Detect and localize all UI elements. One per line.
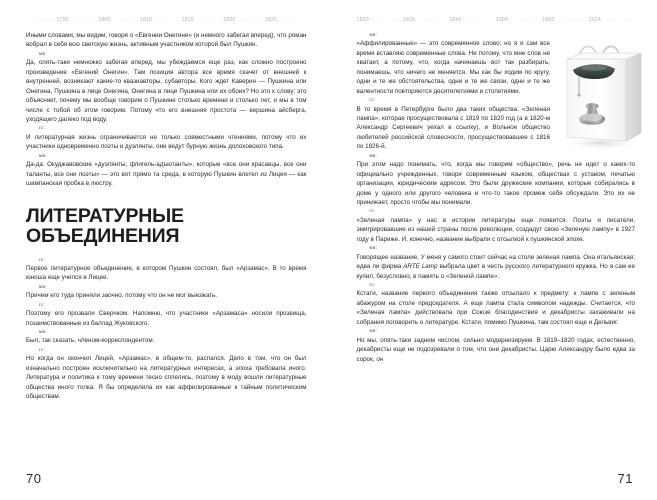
lamp-shade-highlight — [581, 65, 607, 70]
paragraph-with-italic-brand: Говорящее название. У меня у самого стоит сейчас на столе зеленая лампа. Она итальянская; едва ли фирма ARTE Lamp выбрала цвет в честь русского литературного кружка. Но я сам ее купил, безусловно, в память о «Зеленой лампе». — [356, 253, 635, 280]
page-number-left: 70 — [26, 471, 42, 486]
right-page — [329, 0, 657, 500]
speaker-label: мв: — [39, 329, 47, 335]
right-column-body — [357, 31, 636, 364]
paragraph: При этом надо понимать, что, когда мы говорим «общество», речь не идет о каких-то официально учрежденных, говоря современным языком, обществах с уставом, печатью организации, юридическим адресом. Это были дружеские компании, которые собирались в доме у одного или другого человека и что-то такое промеж себя обсуждали. Это их не принижает, просто чтобы мы понимали. — [356, 161, 635, 207]
timeline-year-1830: 1830 — [356, 17, 369, 23]
timeline-dots: .......... — [417, 17, 447, 23]
paragraph: Да-да. Окуджавовские «дуэлянты, флигель-адъютанты», которые «все они красавцы, все они таланты, все они поэты» — это вот прямо та среда, в которую Пушкин влетел из Лицея — как шампанская пробка в люстру. — [26, 161, 307, 188]
bag-side-panel — [626, 53, 641, 141]
speaker-label: мв: — [39, 152, 47, 158]
paragraph: «Зеленая лампа» у нас в истории литературы еще появится. Поэты и писатели, эмигрировавшие из нашей страны после революции, создадут свою «Зеленую лампу» в 1927 году в Париже. И, конечно, название выбрали с отсылкой к пушкинской эпохе. — [356, 216, 635, 243]
paragraph: И литературная жизнь ограничивается не только совместными чтениями, потому что их участники одновременно поэты и дуэлянты, они ведут бурную жизнь долоховского типа. — [26, 133, 307, 151]
speaker-label: гс: — [39, 125, 46, 131]
paragraph: Был, так сказать, членом-корреспондентом. — [26, 337, 155, 345]
paragraph: Поэтому его прозвали Сверчком. Напомню, что участники «Арзамаса» носили прозвища, позаимствованные из баллад Жуковского. — [26, 310, 307, 327]
timeline-dots: .......... — [152, 17, 182, 23]
timeline-year-1835: 1835 — [402, 17, 416, 23]
shopping-bag-with-green-lamp-illustration — [557, 33, 649, 155]
speaker-label: гс: — [39, 256, 46, 262]
timeline-dots: .......... — [277, 17, 307, 23]
paragraph: Но когда он окончил Лицей, «Арзамас», в общем-то, распался. Дело в том, что он был изначально построен исключительно на литературных интересах, а эпоха требовала иного. Литература и политика к тому времени тесно сплелись, поэтому в моду вошли литературные общества иного толка. Я бы определила их как аффилированные к тайным политическим обществам. — [26, 355, 307, 401]
speaker-label: мв: — [39, 50, 47, 56]
speaker-label: гс: — [369, 282, 376, 287]
speaker-label: мв: — [369, 152, 378, 158]
speaker-label: мв: — [369, 32, 378, 37]
paragraph: «Аффилированные» — это современное слово; но я и сам все время вставляю современные слова. Не потому, что мне слов не хватает, а потому, что, когда начинаешь вот так разбирать, понимаешь, что ничего не меняется. Мы как бы ходим по кругу, одни и те же обстоятельства, одни и те же связи, одни и те же валентности повторяются десятилетиями и столетиями. — [356, 40, 550, 95]
speaker-label: мв: — [369, 328, 378, 334]
lamp-base-top — [582, 114, 602, 122]
timeline-year-1805: 1805 — [98, 17, 111, 23]
timeline-dots: .......... — [110, 17, 140, 23]
timeline-dots: .......... — [194, 17, 223, 23]
paragraph: В то время в Петербурге было два таких общества: «Зеленая лампа», которая просуществовала с 1819 по 1820 год (а в 1820-м Александр Сергеевич уехал в ссылку), и Вольное общество любителей российской словесности, просуществовавшее с 1816 по 1826-й. — [356, 105, 550, 151]
left-column-body — [26, 31, 307, 402]
speaker-label: мв: — [39, 283, 47, 289]
timeline-year-2024: 2024 — [588, 17, 601, 23]
timeline-year-1799: 1799 — [56, 17, 69, 23]
timeline-year-1815: 1815 — [181, 17, 194, 23]
timeline-year-1825: 1825 — [264, 17, 278, 23]
timeline-year-1950: 1950 — [542, 17, 555, 23]
paragraph: Причем его туда приняли заочно, потому что он не мог выезжать. — [26, 292, 218, 300]
timeline-left — [26, 0, 307, 31]
timeline-year-1810: 1810 — [139, 17, 153, 23]
speaker-label: гс: — [39, 346, 46, 352]
paragraph: Иными словами, мы видим, говоря о «Евгении Онегине» (и немного забегая вперед), что роман вобрал в себя всю светскую жизнь, активным участником которой был Пушкин. — [26, 32, 307, 49]
paragraph: Кстати, название первого объединения также отсылало к предмету: к лампе с зеленым абажуром на столе председателя. А еще лампа стала символом надежды. Считается, что «Зеленая лампа» действовала при Союзе благоденствия и декабристы захаживали на собрания поговорить о литературе. Кстати, помимо Пушкина, там состоял еще и Дельвиг. — [356, 290, 635, 326]
timeline-dots: .......... — [603, 17, 633, 23]
timeline-year-1820: 1820 — [223, 17, 236, 23]
speaker-label: мв: — [369, 245, 378, 251]
timeline-lead-dots: .......... — [26, 17, 57, 23]
section-title — [26, 206, 307, 247]
timeline-dots: .......... — [371, 17, 401, 23]
timeline-dots: .......... — [557, 17, 587, 23]
timeline-dots: .......... — [464, 17, 494, 23]
timeline-dots: .......... — [68, 17, 98, 23]
brand-name-italic: ARTE Lamp — [403, 263, 438, 271]
speaker-label: гс: — [369, 208, 376, 214]
section-title-line-1: ЛИТЕРАТУРНЫЕ — [26, 204, 184, 227]
timeline-year-1900: 1900 — [495, 17, 509, 23]
section-title-line-2: ОБЪЕДИНЕНИЯ — [26, 225, 180, 248]
timeline-dots: .......... — [510, 17, 540, 23]
timeline-year-1840: 1840 — [449, 17, 462, 23]
timeline-right — [357, 0, 636, 31]
page-number-right: 71 — [617, 471, 633, 486]
paragraph: Первое литературное объединение, в котором Пушкин состоял, был «Арзамас». В то время юноша еще учился в Лицее. — [26, 264, 307, 282]
lamp-chain-knob — [577, 93, 580, 96]
speaker-label: гс: — [39, 301, 46, 307]
paragraph: Но мы, опять-таки задним числом, сильно модернизируем. В 1819–1820 годах, естественно, декабристы еще не подозревали о том, что они декабристы. Царю Александру было едва за сорок, он — [356, 336, 635, 363]
timeline-dots: .......... — [235, 17, 265, 23]
paragraph: Да, опять-таки немножко забегая вперед, мы убеждаемся еще раз, как сложно построено произведение «Евгений Онегин». Там позиция автора все время скачет от внешней к внутренней, возникают какие-то квазиавторы, субавторы. Кого ждет Каверин — Пушкина или Онегина, Пушкина в лице Онегина, Онегина в лице Пушкина или их обоих? Но это к слову; это объясняет, почему мы вообще говорим о Пушкине столько времени и столько лет, и мы в том числе с тобой об этом говорим. Потому что его внешняя простота — вершина айсберга, уходящего далеко под воду. — [26, 59, 307, 124]
speaker-label: гс: — [369, 97, 376, 103]
